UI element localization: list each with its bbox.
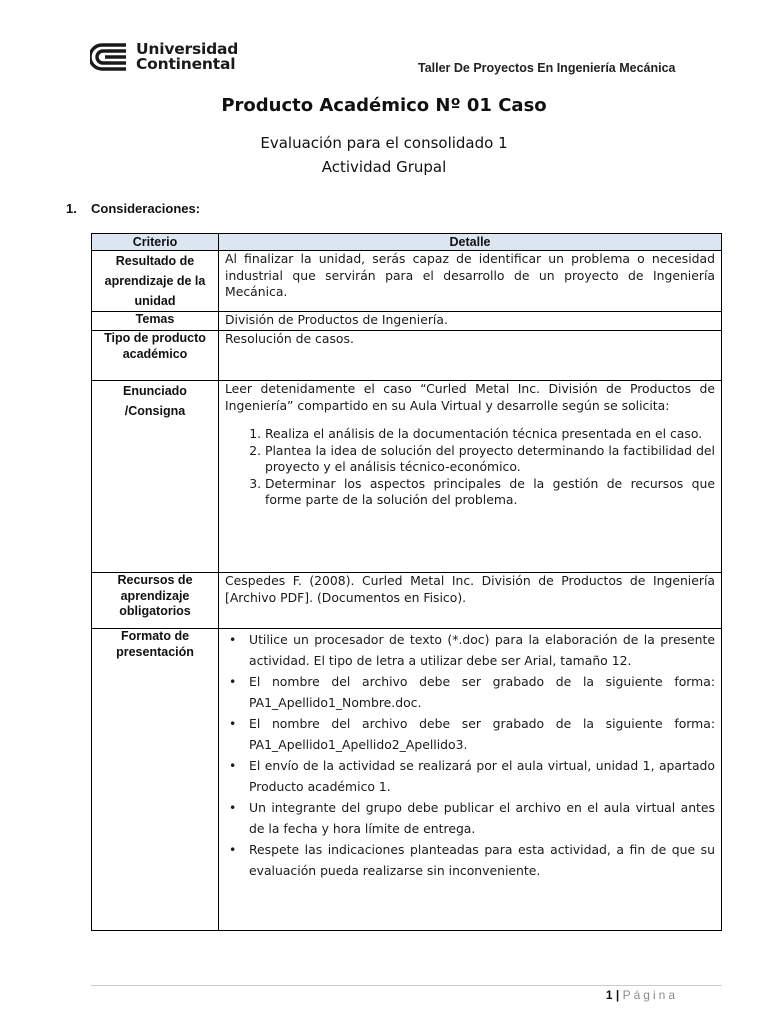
header-detalle: Detalle <box>219 234 722 251</box>
page-label: Página <box>622 988 678 1002</box>
criterion-recursos: Recursos de aprendizaje obligatorios <box>92 573 219 629</box>
criterion-tipo: Tipo de producto académico <box>92 331 219 381</box>
page-footer <box>606 988 678 1002</box>
table-row-temas <box>92 312 722 331</box>
list-item: • Respete las indicaciones planteadas para esta actividad, a fin de que su evaluación pueda realizarse sin inconveniente. <box>249 839 715 881</box>
formato-bullets <box>225 629 715 881</box>
detail-recursos: Cespedes F. (2008). Curled Metal Inc. División de Productos de Ingeniería [Archivo PDF]. (Documentos en Fisico). <box>219 573 722 629</box>
detail-temas: División de Productos de Ingeniería. <box>219 312 722 331</box>
detail-formato <box>219 629 722 931</box>
footer-divider <box>91 985 722 986</box>
table-row-recursos <box>92 573 722 629</box>
document-subtitle-1: Evaluación para el consolidado 1 <box>260 134 508 152</box>
list-item: • El envío de la actividad se realizará por el aula virtual, unidad 1, apartado Producto académico 1. <box>249 755 715 797</box>
logo-line-2: Continental <box>136 55 236 73</box>
list-item: 3. Determinar los aspectos principales de la gestión de recursos que forme parte de la solución del problema. <box>265 476 715 509</box>
enunciado-intro: Leer detenidamente el caso “Curled Metal Inc. División de Productos de Ingeniería” compartido en su Aula Virtual y desarrolle según se solicita: <box>225 381 715 413</box>
university-logo-icon <box>90 41 130 73</box>
criterion-resultado: Resultado de aprendizaje de la unidad <box>92 251 219 312</box>
list-item: • El nombre del archivo debe ser grabado de la siguiente forma: PA1_Apellido1_Apellido2_Apellido3. <box>249 713 715 755</box>
logo-line-1: Universidad <box>136 40 239 58</box>
table-row-tipo <box>92 331 722 381</box>
table-row-formato <box>92 629 722 931</box>
list-item: • Utilice un procesador de texto (*.doc) para la elaboración de la presente actividad. El tipo de letra a utilizar debe ser Arial, tamaño 12. <box>249 629 715 671</box>
university-logo-text <box>136 42 238 72</box>
detail-tipo: Resolución de casos. <box>219 331 722 381</box>
considerations-table <box>91 233 722 931</box>
detail-resultado: Al finalizar la unidad, serás capaz de identificar un problema o necesidad industrial que servirán para el desarrollo de un proyecto de Ingeniería Mecánica. <box>219 251 722 312</box>
criterion-enunciado: Enunciado /Consigna <box>92 381 219 573</box>
table-header-row <box>92 234 722 251</box>
course-title: Taller De Proyectos En Ingeniería Mecánica <box>418 61 676 75</box>
enunciado-steps <box>225 426 715 509</box>
university-logo <box>90 41 238 73</box>
header-criterio: Criterio <box>92 234 219 251</box>
criterion-temas: Temas <box>92 312 219 331</box>
page-number: 1 <box>605 988 613 1002</box>
table-row-resultado <box>92 251 722 312</box>
detail-enunciado <box>219 381 722 573</box>
criterion-formato: Formato de presentación <box>92 629 219 931</box>
page-separator: | <box>615 988 620 1002</box>
table-row-enunciado <box>92 381 722 573</box>
list-item: • El nombre del archivo debe ser grabado de la siguiente forma: PA1_Apellido1_Nombre.doc. <box>249 671 715 713</box>
document-subtitle-2: Actividad Grupal <box>321 158 447 176</box>
section-heading <box>66 201 200 216</box>
list-item: 1. Realiza el análisis de la documentación técnica presentada en el caso. <box>265 426 715 443</box>
list-item: • Un integrante del grupo debe publicar el archivo en el aula virtual antes de la fecha y hora límite de entrega. <box>249 797 715 839</box>
document-title: Producto Académico Nº 01 Caso <box>221 95 547 116</box>
list-item: 2. Plantea la idea de solución del proyecto determinando la factibilidad del proyecto y el análisis técnico-económico. <box>265 443 715 476</box>
section-label: Consideraciones: <box>91 201 201 216</box>
section-number: 1. <box>66 201 77 216</box>
